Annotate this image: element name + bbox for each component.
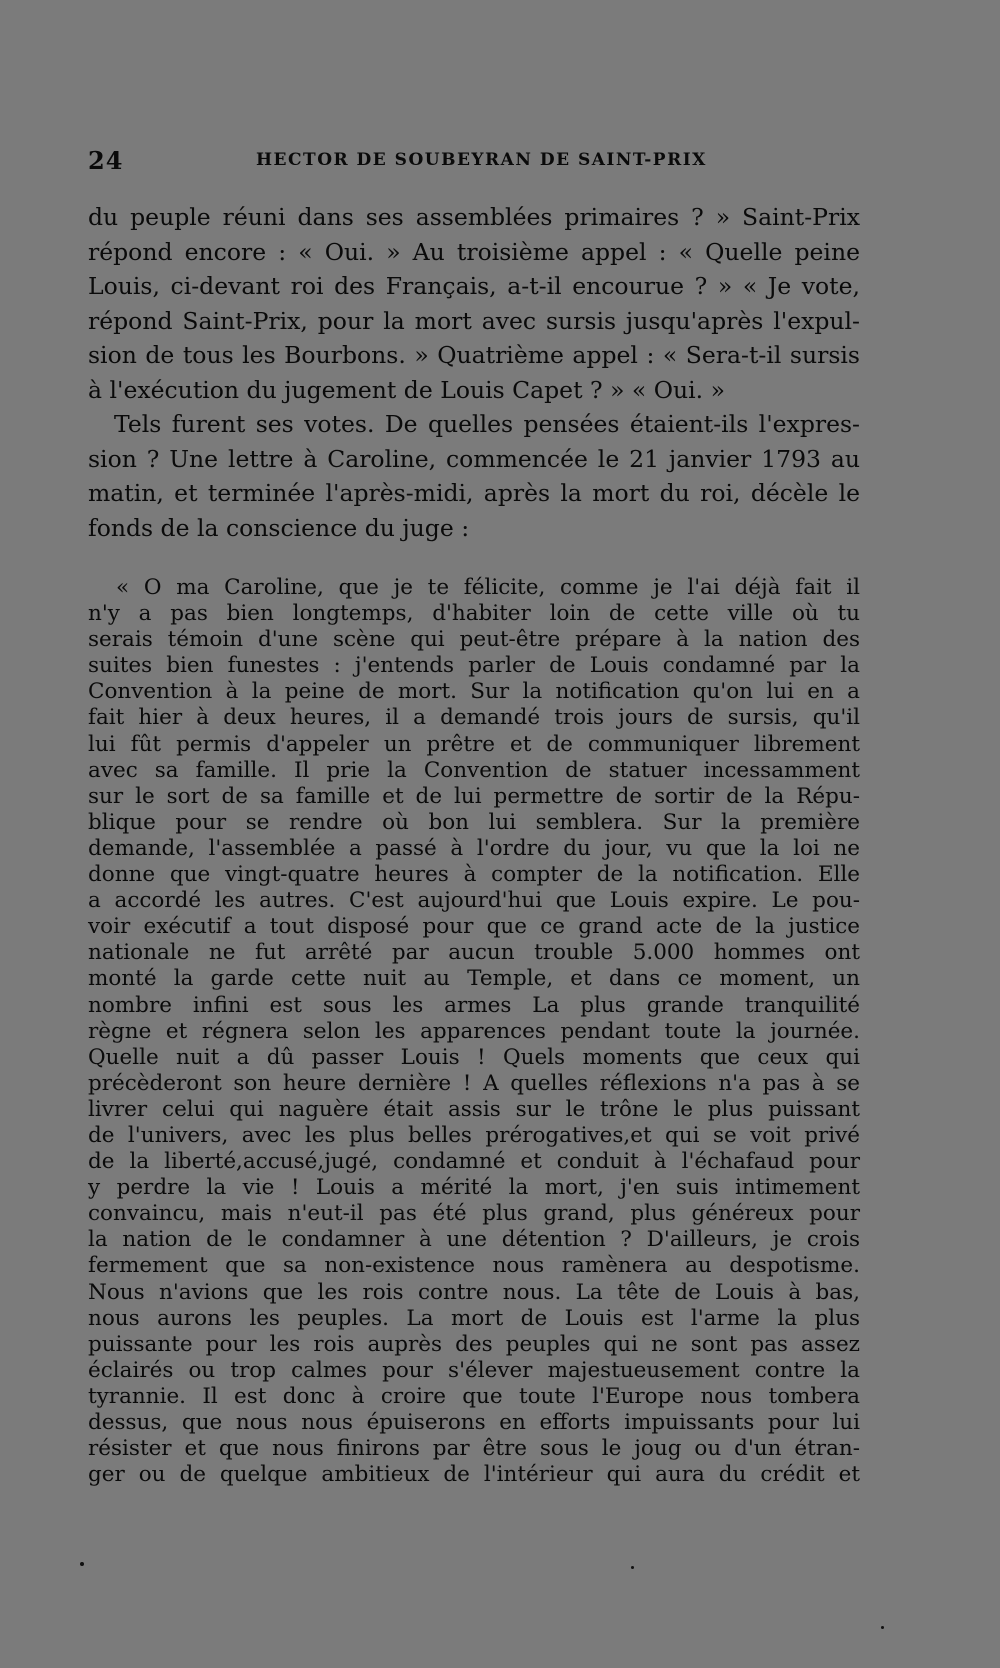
quote-line: avec sa famille. Il prie la Convention de statuer incessamment [88,757,860,783]
text-line: Tels furent ses votes. De quelles pensées étaient-ils l'expres- [114,410,860,438]
quote-line: la nation de le condamner à une détention ? D'ailleurs, je crois [88,1227,860,1253]
print-speck [80,1562,84,1566]
quote-line: « O ma Caroline, que je te félicite, comme je l'ai déjà fait il [116,575,860,600]
quote-line: y perdre la vie ! Louis a mérité la mort, j'en suis intimement [88,1175,860,1201]
quote-line: résister et que nous finirons par être sous le joug ou d'un étran- [88,1436,860,1462]
text-line: sion ? Une lettre à Caroline, commencée le 21 janvier 1793 au [88,444,860,473]
body-text [88,200,860,545]
quote-line: a accordé les autres. C'est aujourd'hui que Louis expire. Le pou- [88,888,860,914]
quote-line: Nous n'avions que les rois contre nous. La tête de Louis à bas, [88,1279,860,1305]
quote-line: blique pour se rendre où bon lui semblera. Sur la première [88,809,860,835]
quote-line: monté la garde cette nuit au Temple, et dans ce moment, un [88,966,860,992]
quote-line: serais témoin d'une scène qui peut-être prépare à la nation des [88,627,860,653]
quote-line: nous aurons les peuples. La mort de Louis est l'arme la plus [88,1305,860,1331]
quote-line: précèderont son heure dernière ! A quelles réflexions n'a pas à se [88,1070,860,1096]
quote-line: puissante pour les rois auprès des peuples qui ne sont pas assez [88,1331,860,1357]
text-line: fonds de la conscience du juge : [88,513,470,542]
quote-line: livrer celui qui naguère était assis sur le trône le plus puissant [88,1096,860,1122]
quote-line: nombre infini est sous les armes La plus grande tranquilité [88,992,860,1018]
print-speck [631,1566,634,1569]
quote-line: lui fût permis d'appeler un prêtre et de communiquer librement [88,731,860,757]
text-line: à l'exécution du jugement de Louis Capet ? » « Oui. » [88,375,726,404]
quote-line: Quelle nuit a dû passer Louis ! Quels moments que ceux qui [88,1044,860,1070]
quote-line: éclairés ou trop calmes pour s'élever majestueusement contre la [88,1357,860,1383]
quote-line: tyrannie. Il est donc à croire que toute l'Europe nous tombera [88,1383,860,1409]
quote-line: voir exécutif a tout disposé pour que ce grand acte de la justice [88,914,860,940]
quote-line: donne que vingt-quatre heures à compter de la notification. Elle [88,862,860,888]
page-number: 24 [88,146,124,175]
text-line: répond encore : « Oui. » Au troisième appel : « Quelle peine [88,237,860,266]
quote-line: demande, l'assemblée a passé à l'ordre du jour, vu que la loi ne [88,835,860,861]
text-line: matin, et terminée l'après-midi, après la mort du roi, décèle le [88,479,860,507]
quote-line: n'y a pas bien longtemps, d'habiter loin de cette ville où tu [88,601,860,627]
quote-line: ger ou de quelque ambitieux de l'intérieur qui aura du crédit et [88,1462,860,1488]
quote-line: sur le sort de sa famille et de lui permettre de sortir de la Répu- [88,783,860,809]
text-line: répond Saint-Prix, pour la mort avec sursis jusqu'après l'expul- [88,306,860,335]
running-head: HECTOR DE SOUBEYRAN DE SAINT-PRIX [256,150,707,170]
quote-line: convaincu, mais n'eut-il pas été plus grand, plus généreux pour [88,1201,860,1227]
print-speck [881,1626,884,1629]
quote-line: fait hier à deux heures, il a demandé trois jours de sursis, qu'il [88,705,860,731]
quote-line: suites bien funestes : j'entends parler de Louis condamné par la [88,653,860,679]
quote-line: Convention à la peine de mort. Sur la notification qu'on lui en a [88,679,860,705]
text-line: sion de tous les Bourbons. » Quatrième appel : « Sera-t-il sursis [88,341,860,369]
text-line: du peuple réuni dans ses assemblées primaires ? » Saint-Prix [88,203,860,231]
quote-line: de la liberté,accusé,jugé, condamné et conduit à l'échafaud pour [88,1149,860,1175]
quote-line: règne et régnera selon les apparences pendant toute la journée. [88,1018,860,1044]
quoted-letter [88,575,860,1488]
quote-line: fermement que sa non-existence nous ramènera au despotisme. [88,1253,860,1279]
page-header [88,146,912,176]
quote-line: de l'univers, avec les plus belles prérogatives,et qui se voit privé [88,1122,860,1148]
text-line: Louis, ci-devant roi des Français, a-t-il encourue ? » « Je vote, [88,272,860,300]
quote-line: nationale ne fut arrêté par aucun trouble 5.000 hommes ont [88,940,860,966]
quote-line: dessus, que nous nous épuiserons en efforts impuissants pour lui [88,1410,860,1435]
